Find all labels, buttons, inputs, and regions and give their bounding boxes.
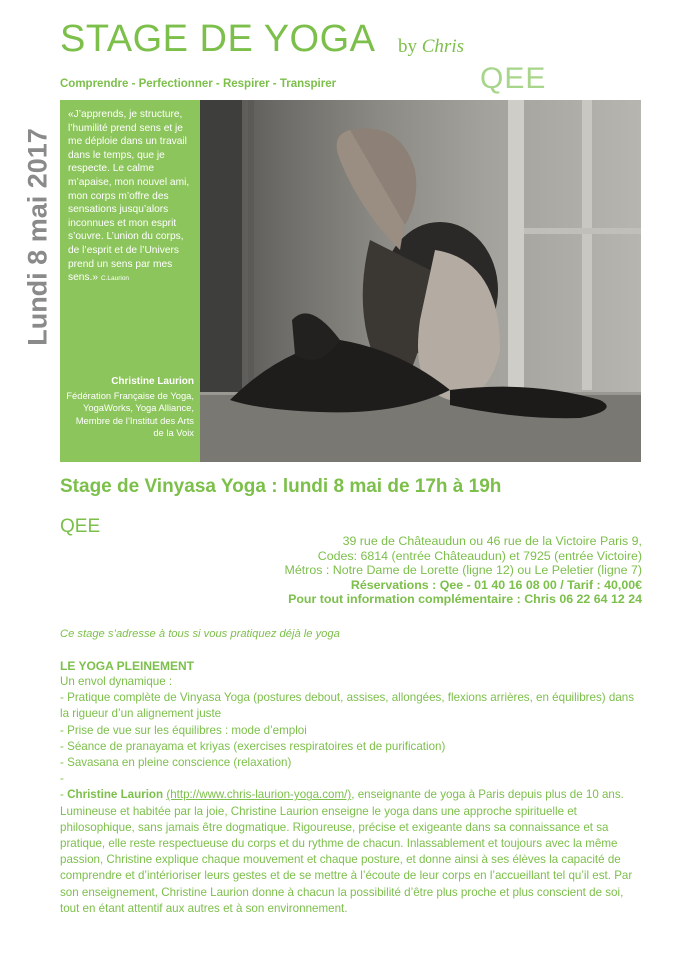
yoga-photo <box>200 100 641 462</box>
byline <box>398 36 464 58</box>
section-title: LE YOGA PLEINEMENT <box>60 659 195 673</box>
brand-logo: QEE <box>480 62 547 95</box>
quote-author: C.Laurion <box>100 275 130 283</box>
venue-name: QEE <box>60 516 101 537</box>
section-lead: Un envol dynamique : <box>60 675 173 688</box>
byline-prefix: by <box>398 36 417 57</box>
vertical-date <box>18 100 58 375</box>
list-item: - Savasana en pleine conscience (relaxation) <box>60 756 292 770</box>
address-line: 39 rue de Châteaudun ou 46 rue de la Victoire Paris 9, <box>342 534 642 548</box>
bio-text: Fédération Française de Yoga, YogaWorks, Yoga Alliance, Membre de l’Institut des Arts de la Voix <box>66 390 194 439</box>
quote <box>68 108 194 286</box>
quote-panel <box>60 100 200 462</box>
page-title: STAGE DE YOGA <box>60 18 376 60</box>
teacher-text: , enseignante de yoga à Paris depuis plus de 10 ans. Lumineuse et habitée par la joie, Christine Laurion enseigne le yoga dans une approche spirituelle et philosophique, sans jamais être dogmatique. Rigoureuse, précise et exigeante dans sa connaissance et sa pratique, elle reste respectueuse du corps et du rythme de chacun. Inlassablement et toujours avec la même passion, Christine explique chaque mouvement et chaque posture, et donne ainsi à ses élèves la capacité de comprendre et d’intérioriser leurs gestes et de se mettre à l’écoute de leur corps en l’accueillant tel qu’il est. Par son enseignement, Christine Laurion donne à chacun la possibilité d’être plus proche et plus conscient de soi, tout en étant attentif aux autres et à son environnement. <box>60 788 633 915</box>
address-line: Métros : Notre Dame de Lorette (ligne 12) ou Le Peletier (ligne 7) <box>284 563 642 578</box>
teacher-link[interactable]: (http://www.chris-laurion-yoga.com/) <box>166 788 352 802</box>
yoga-photo-illustration <box>200 100 641 462</box>
list-item: - <box>60 772 64 786</box>
list-item: - Prise de vue sur les équilibres : mode d’emploi <box>60 723 307 737</box>
reservations: Réservations : Qee - 01 40 16 08 00 / Tarif : 40,00€ <box>350 577 642 592</box>
intro-text: Ce stage s’adresse à tous si vous pratiquez déjà le yoga <box>60 628 340 640</box>
address-block <box>285 534 642 607</box>
list-dash: - <box>60 788 64 802</box>
byline-name: Chris <box>421 36 464 57</box>
address-line: Codes: 6814 (entrée Châteaudun) et 7925 (entrée Victoire) <box>317 548 642 563</box>
teacher-paragraph <box>60 787 645 917</box>
event-subtitle: Stage de Vinyasa Yoga : lundi 8 mai de 17h à 19h <box>60 476 502 497</box>
bio-name: Christine Laurion <box>111 376 194 387</box>
list-item: - Séance de pranayama et kriyas (exercises respiratoires et de purification) <box>60 739 446 753</box>
list-item: - Pratique complète de Vinyasa Yoga (postures debout, assises, allongées, flexions arrières, en équilibres) dans la rigueur d’un alignement juste <box>60 691 635 721</box>
teacher-name: Christine Laurion <box>67 788 164 802</box>
quote-text: «J’apprends, je structure, l’humilité prend sens et je me déploie dans un travail dans le temps, que je respecte. Le calme m’apaise, mon nouvel ami, mon corps m’offre des sensations jusqu’alors inconnues et mon esprit s’ouvre. L’union du corps, de l’esprit et de l’Univers prend un sens par mes sens.» <box>68 109 190 284</box>
contact-info: Pour tout information complémentaire : Chris 06 22 64 12 24 <box>288 592 642 607</box>
section-body <box>60 674 645 917</box>
tagline: Comprendre - Perfectionner - Respirer - Transpirer <box>60 78 337 90</box>
vertical-date-text: Lundi 8 mai 2017 <box>22 128 53 346</box>
